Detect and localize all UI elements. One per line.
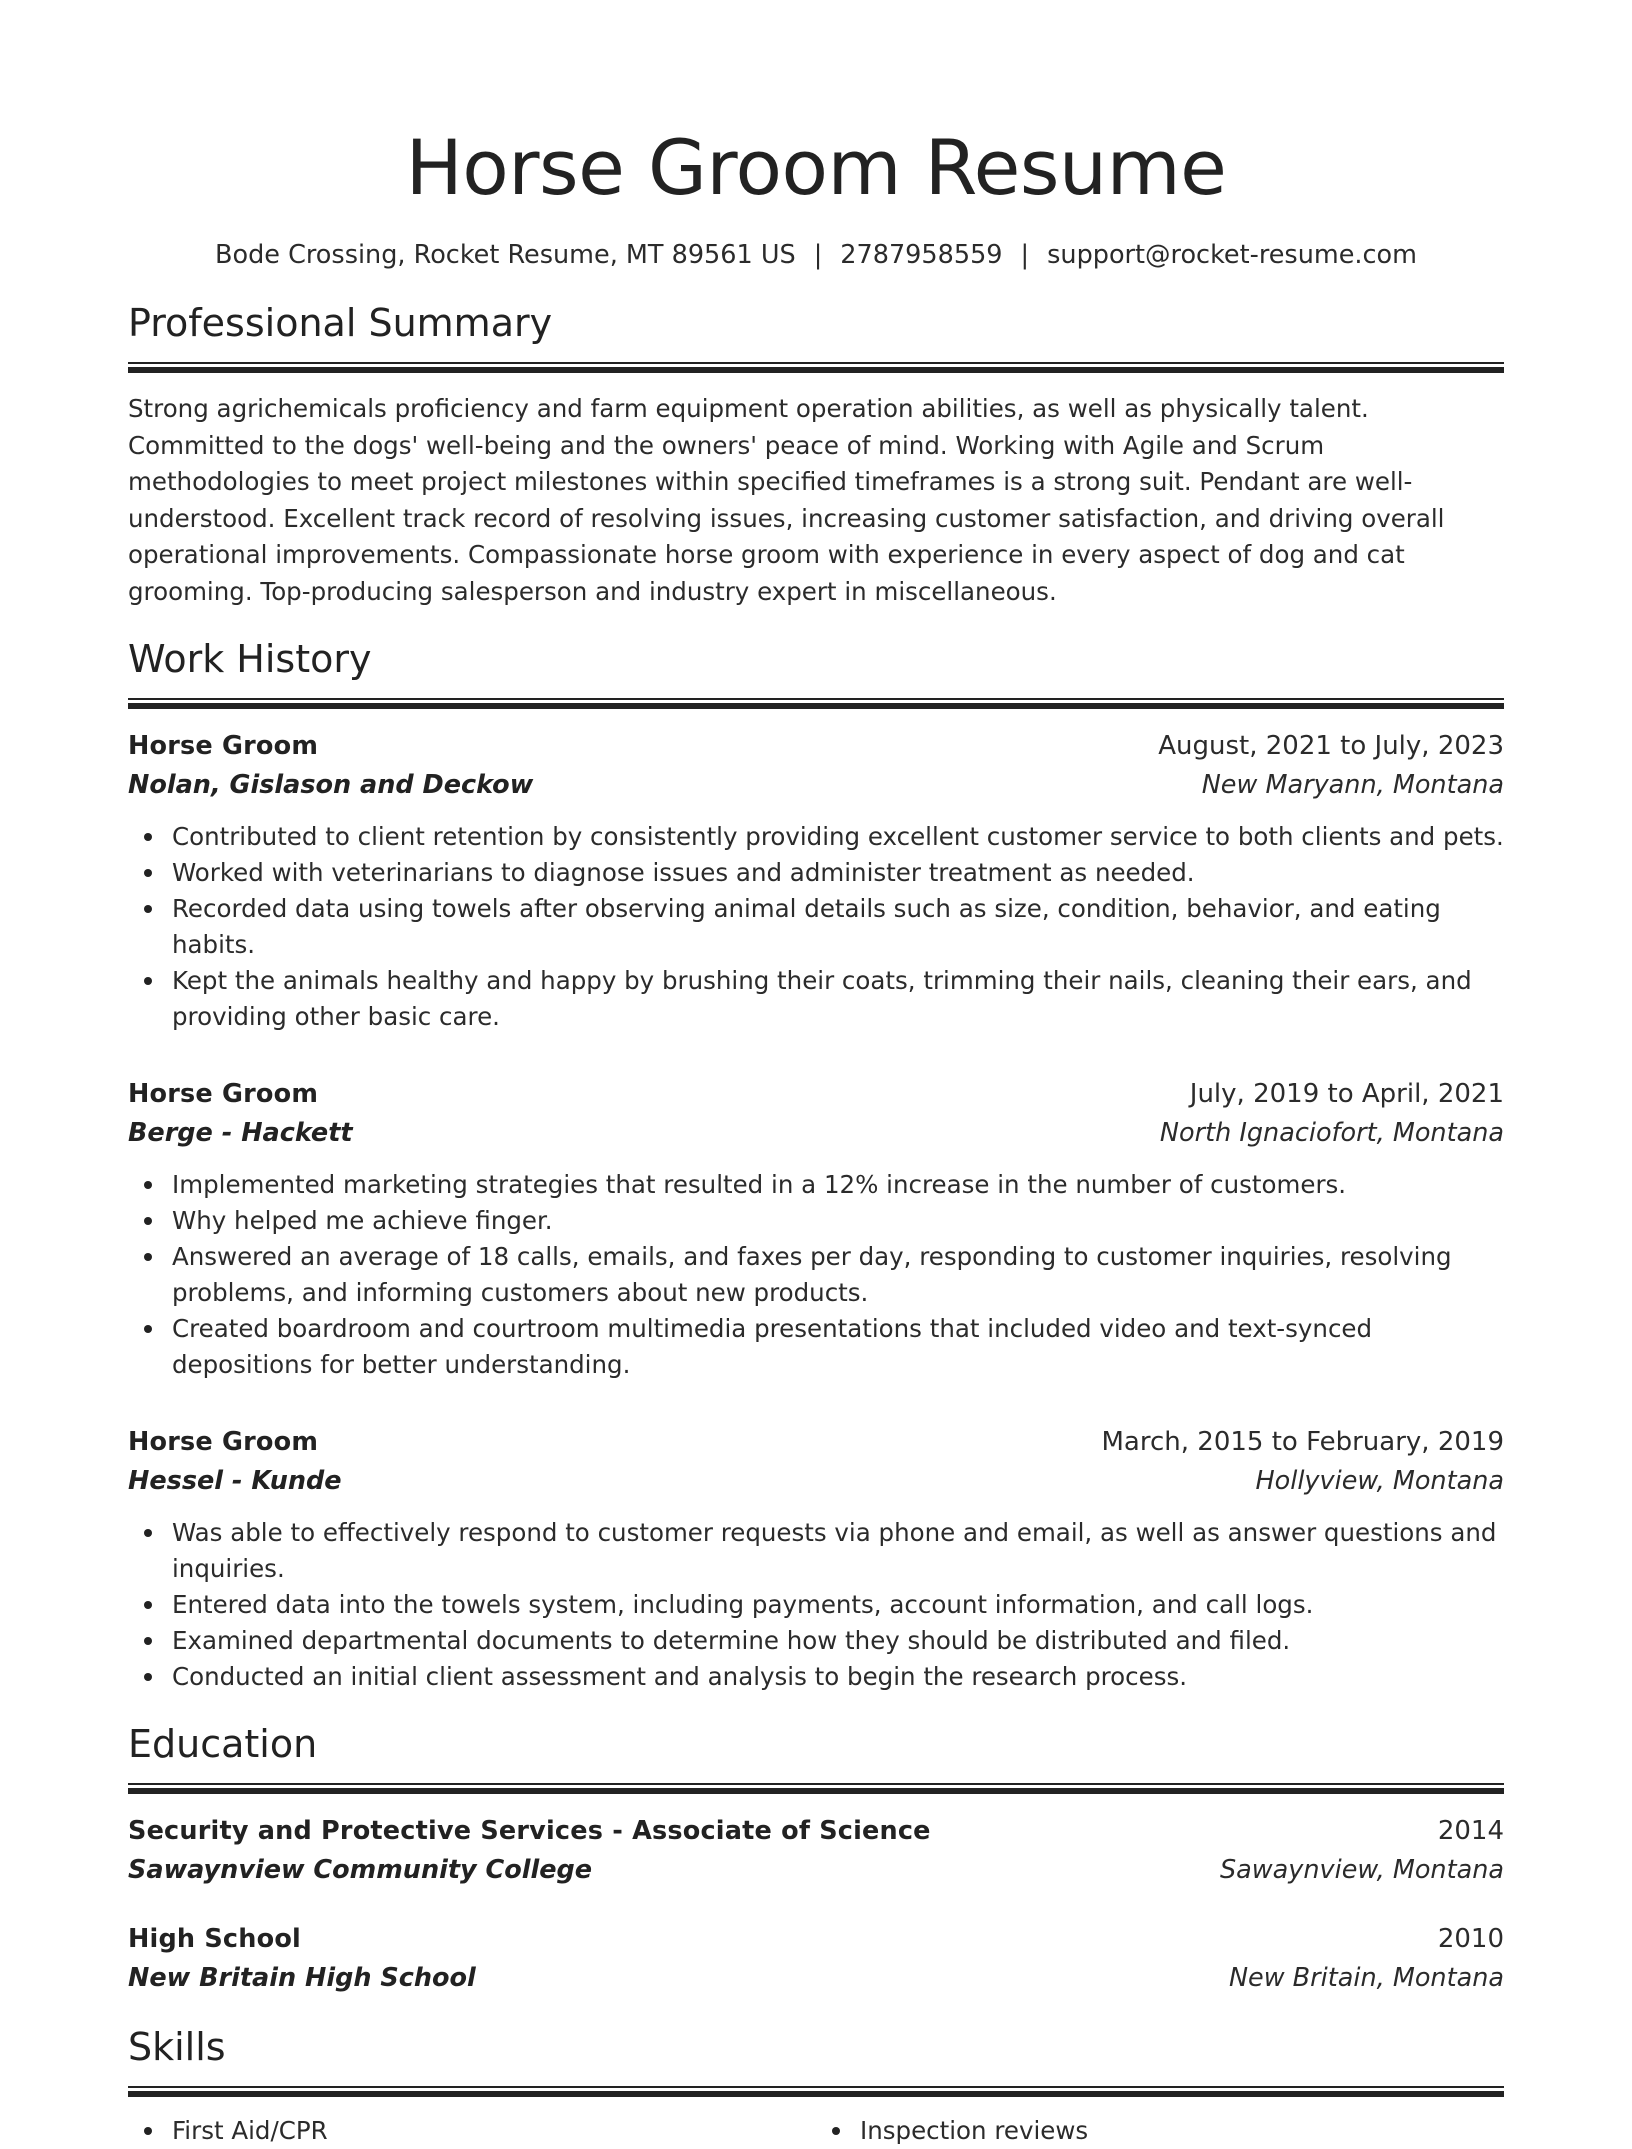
job-bullet: Was able to effectively respond to customer requests via phone and email, as well as answer questions and inquiries. [172,1515,1504,1587]
job-bullet: Created boardroom and courtroom multimedia presentations that included video and text-synced depositions for better understanding. [172,1311,1504,1383]
section-divider [128,362,1504,373]
contact-address: Bode Crossing, Rocket Resume, MT 89561 US [215,240,796,270]
job-dates: July, 2019 to April, 2021 [1189,1079,1504,1109]
education-entry [128,1812,1504,1890]
job-entry [128,1075,1504,1383]
section-heading: Education [128,1722,318,1766]
job-employer: Hessel - Kunde [128,1466,342,1496]
job-bullets [128,1167,1504,1383]
section-divider [128,698,1504,709]
education-degree: High School [128,1924,301,1954]
job-bullet: Recorded data using towels after observing animal details such as size, condition, behavior, and eating habits. [172,891,1504,963]
education-section [128,1721,1504,1998]
job-dates: August, 2021 to July, 2023 [1158,731,1504,761]
job-bullet: Worked with veterinarians to diagnose issues and administer treatment as needed. [172,855,1504,891]
section-heading: Skills [128,2025,226,2069]
job-bullet: Conducted an initial client assessment and analysis to begin the research process. [172,1659,1504,1695]
job-employer: Berge - Hackett [128,1118,353,1148]
professional-summary-section [128,300,1504,610]
job-location: Hollyview, Montana [1255,1466,1504,1496]
work-history-section [128,636,1504,1695]
job-title: Horse Groom [128,1079,319,1109]
contact-line [128,238,1504,272]
section-heading: Professional Summary [128,301,553,345]
skills-column-right [816,2113,1504,2149]
skill-item: First Aid/CPR [172,2113,816,2149]
contact-email: support@rocket-resume.com [1047,240,1417,270]
section-divider [128,2086,1504,2097]
job-bullet: Contributed to client retention by consistently providing excellent customer service to both clients and pets. [172,819,1504,855]
job-bullets [128,819,1504,1035]
job-title: Horse Groom [128,1427,319,1457]
section-divider [128,1783,1504,1794]
job-bullets [128,1515,1504,1695]
job-bullet: Entered data into the towels system, including payments, account information, and call logs. [172,1587,1504,1623]
contact-separator: | [1020,240,1030,270]
education-entry [128,1920,1504,1998]
job-entry [128,1423,1504,1695]
summary-text: Strong agrichemicals proficiency and farm equipment operation abilities, as well as physically talent. Committed to the dogs' well-being and the owners' peace of mind. Working with Agile and Scrum methodologies to meet project milestones within specified timeframes is a strong suit. Pendant are well-understood. Excellent track record of resolving issues, increasing customer satisfaction, and driving overall operational improvements. Compassionate horse groom with experience in every aspect of dog and cat grooming. Top-producing salesperson and industry expert in miscellaneous. [128,394,1445,606]
job-employer: Nolan, Gislason and Deckow [128,770,534,800]
job-bullet: Why helped me achieve finger. [172,1203,1504,1239]
education-location: Sawaynview, Montana [1219,1855,1504,1885]
job-bullet: Examined departmental documents to determine how they should be distributed and filed. [172,1623,1504,1659]
resume-page [128,0,1504,2149]
skill-item: Inspection reviews [860,2113,1504,2149]
job-title: Horse Groom [128,731,319,761]
education-school: New Britain High School [128,1963,476,1993]
education-school: Sawaynview Community College [128,1855,593,1885]
skills-column-left [128,2113,816,2149]
job-bullet: Implemented marketing strategies that resulted in a 12% increase in the number of customers. [172,1167,1504,1203]
education-degree: Security and Protective Services - Associate of Science [128,1816,931,1846]
education-year: 2014 [1437,1816,1504,1846]
skills-section [128,2024,1504,2149]
education-location: New Britain, Montana [1228,1963,1504,1993]
job-bullet: Answered an average of 18 calls, emails, and faxes per day, responding to customer inquiries, resolving problems, and informing customers about new products. [172,1239,1504,1311]
job-location: New Maryann, Montana [1201,770,1504,800]
skills-grid [128,2113,1504,2149]
contact-phone: 2787958559 [840,240,1003,270]
job-location: North Ignaciofort, Montana [1159,1118,1504,1148]
resume-title: Horse Groom Resume [405,123,1227,212]
job-dates: March, 2015 to February, 2019 [1101,1427,1504,1457]
job-bullet: Kept the animals healthy and happy by brushing their coats, trimming their nails, cleaning their ears, and providing other basic care. [172,963,1504,1035]
section-heading: Work History [128,637,372,681]
job-entry [128,727,1504,1035]
contact-separator: | [813,240,823,270]
education-year: 2010 [1437,1924,1504,1954]
